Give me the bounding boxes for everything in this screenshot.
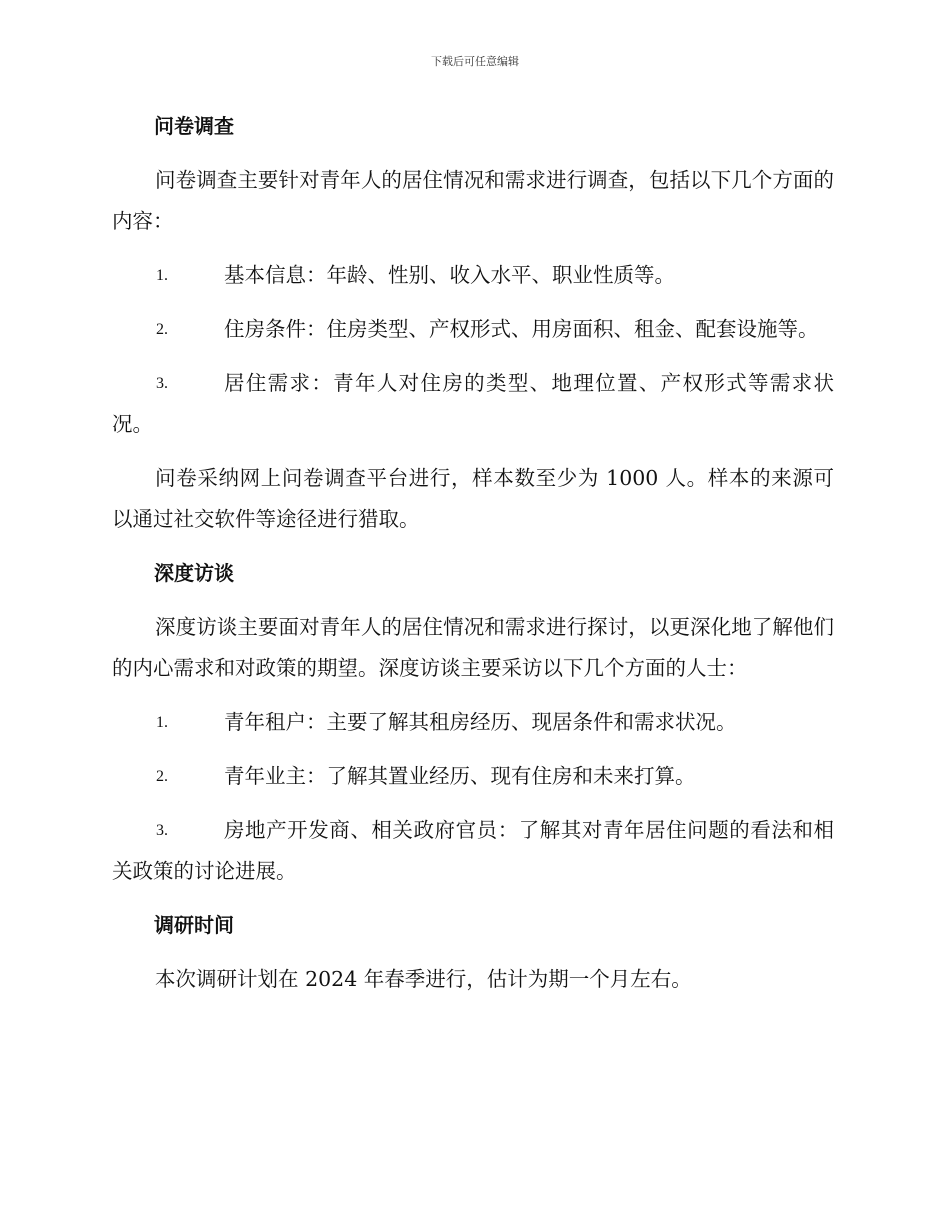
section-intro-schedule: 本次调研计划在 2024 年春季进行，估计为期一个月左右。 (155, 967, 692, 991)
list-item (112, 810, 834, 892)
list-item-text: 基本信息：年龄、性别、收入水平、职业性质等。 (224, 263, 675, 287)
section-heading-questionnaire: 问卷调查 (154, 114, 234, 138)
list-item-number: 2. (156, 768, 168, 785)
list-item-text: 房地产开发商、相关政府官员：了解其对青年居住问题的看法和相关政策的讨论进展。 (112, 818, 834, 883)
document-body (112, 106, 834, 1013)
section-heading-interview: 深度访谈 (154, 561, 234, 585)
list-item-number: 1. (156, 267, 168, 284)
list-item (112, 255, 834, 296)
list-item-text: 青年租户：主要了解其租房经历、现居条件和需求状况。 (224, 710, 737, 734)
list-item-text: 居住需求：青年人对住房的类型、地理位置、产权形式等需求状况。 (112, 371, 834, 436)
section-intro-interview: 深度访谈主要面对青年人的居住情况和需求进行探讨，以更深化地了解他们的内心需求和对政策的期望。深度访谈主要采访以下几个方面的人士： (112, 615, 834, 680)
list-item-text: 青年业主：了解其置业经历、现有住房和未来打算。 (224, 764, 696, 788)
header-note: 下载后可任意编辑 (431, 55, 519, 68)
list-item (112, 309, 834, 350)
section-heading-schedule: 调研时间 (154, 913, 234, 937)
list-item (112, 702, 834, 743)
list-item-number: 2. (156, 321, 168, 338)
section-outro-questionnaire: 问卷采纳网上问卷调查平台进行，样本数至少为 1000 人。样本的来源可以通过社交软件等途径进行猎取。 (112, 466, 834, 531)
list-item-number: 1. (156, 714, 168, 731)
list-item-text: 住房条件：住房类型、产权形式、用房面积、租金、配套设施等。 (224, 317, 819, 341)
list-item-number: 3. (156, 822, 168, 839)
list-item (112, 363, 834, 445)
list-item (112, 756, 834, 797)
section-intro-questionnaire: 问卷调查主要针对青年人的居住情况和需求进行调查，包括以下几个方面的内容： (112, 168, 834, 233)
list-item-number: 3. (156, 375, 168, 392)
